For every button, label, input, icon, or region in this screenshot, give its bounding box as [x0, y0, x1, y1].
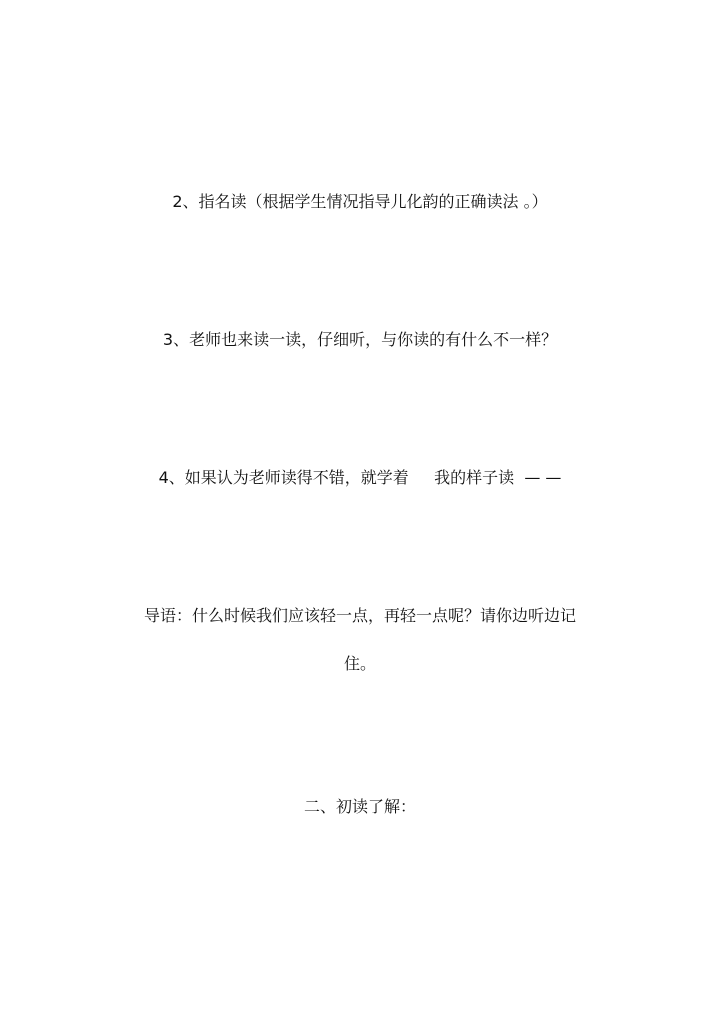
guide-text-continued: 住。 [343, 654, 376, 673]
step-2-text: 2、指名读（根据学生情况指导儿化韵的正确读法 。） [172, 192, 548, 211]
section-heading: 二、初读了解： [303, 797, 416, 816]
guide-text: 导语：什么时候我们应该轻一点，再轻一点呢？请你边听边记 [143, 606, 576, 625]
step-4-text: 4、如果认为老师读得不错，就学着 我的样子读 — — [158, 468, 562, 487]
step-3-text: 3、老师也来读一读，仔细听，与你读的有什么不一样？ [162, 330, 558, 349]
